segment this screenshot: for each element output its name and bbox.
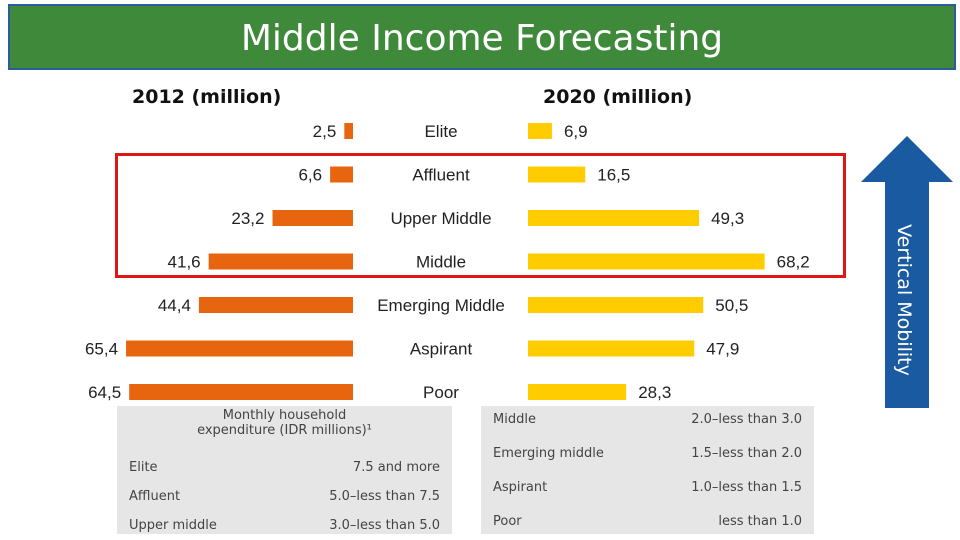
category-label: Poor: [423, 383, 459, 402]
bar-2020: [528, 210, 699, 226]
category-label: Elite: [424, 122, 458, 141]
value-label-2020: 49,3: [711, 209, 745, 228]
value-label-2020: 28,3: [638, 383, 672, 402]
legend-range: 3.0–less than 5.0: [329, 518, 440, 533]
page-title: Middle Income Forecasting: [240, 18, 724, 59]
value-label-2012: 64,5: [88, 383, 122, 402]
legend-range: 2.0–less than 3.0: [691, 412, 802, 427]
right-column-heading: 2020 (million): [543, 86, 693, 108]
value-label-2012: 44,4: [157, 296, 191, 315]
value-label-2020: 50,5: [715, 296, 749, 315]
vertical-mobility-label: Vertical Mobility: [893, 224, 915, 376]
legend-name: Upper middle: [129, 518, 217, 533]
bar-2020: [528, 384, 626, 400]
legend-panel-left: [117, 406, 452, 534]
legend-header-line-1: Monthly household: [222, 408, 347, 423]
legend-name: Elite: [129, 460, 158, 475]
legend-range: 5.0–less than 7.5: [329, 489, 440, 504]
legend-name: Poor: [493, 514, 522, 529]
value-label-2020: 47,9: [706, 339, 740, 359]
legend-header-line-2: expenditure (IDR millions)¹: [197, 423, 372, 438]
legend-name: Aspirant: [493, 480, 548, 495]
value-label-2020: 6,9: [563, 122, 588, 141]
bar-2012: [344, 123, 353, 139]
bar-2012: [129, 384, 353, 400]
bar-2020: [528, 123, 552, 139]
bar-2012: [330, 167, 353, 183]
legend-range: 1.5–less than 2.0: [691, 446, 802, 461]
category-label: Emerging Middle: [377, 296, 505, 315]
category-label: Upper Middle: [390, 209, 492, 228]
bar-2012: [209, 254, 353, 270]
bar-2012: [126, 341, 353, 357]
value-label-2012: 2,5: [312, 122, 337, 141]
bar-2020: [528, 167, 585, 183]
legend-range: 1.0–less than 1.5: [691, 480, 802, 495]
legend-range: 7.5 and more: [352, 460, 440, 475]
value-label-2012: 65,4: [84, 339, 119, 359]
value-label-2012: 6,6: [298, 165, 323, 185]
category-label: Affluent: [412, 165, 470, 185]
legend-name: Affluent: [129, 489, 181, 504]
category-label: Middle: [415, 252, 467, 272]
legend-panel-right: [481, 406, 814, 534]
legend-range: less than 1.0: [718, 514, 802, 529]
value-label-2012: 23,2: [231, 209, 265, 228]
bar-2020: [528, 341, 694, 357]
value-label-2020: 16,5: [597, 165, 631, 185]
value-label-2012: 41,6: [167, 252, 201, 272]
legend-header: [117, 408, 452, 438]
bar-2020: [528, 254, 765, 270]
vertical-mobility-label-wrap: [880, 200, 928, 400]
bar-2020: [528, 297, 703, 313]
value-label-2020: 68,2: [776, 252, 810, 272]
legend-name: Middle: [493, 412, 536, 427]
legend-name: Emerging middle: [493, 446, 604, 461]
left-column-heading: 2012 (million): [132, 86, 282, 108]
bar-2012: [272, 210, 353, 226]
category-label: Aspirant: [409, 339, 473, 359]
bar-2012: [199, 297, 353, 313]
